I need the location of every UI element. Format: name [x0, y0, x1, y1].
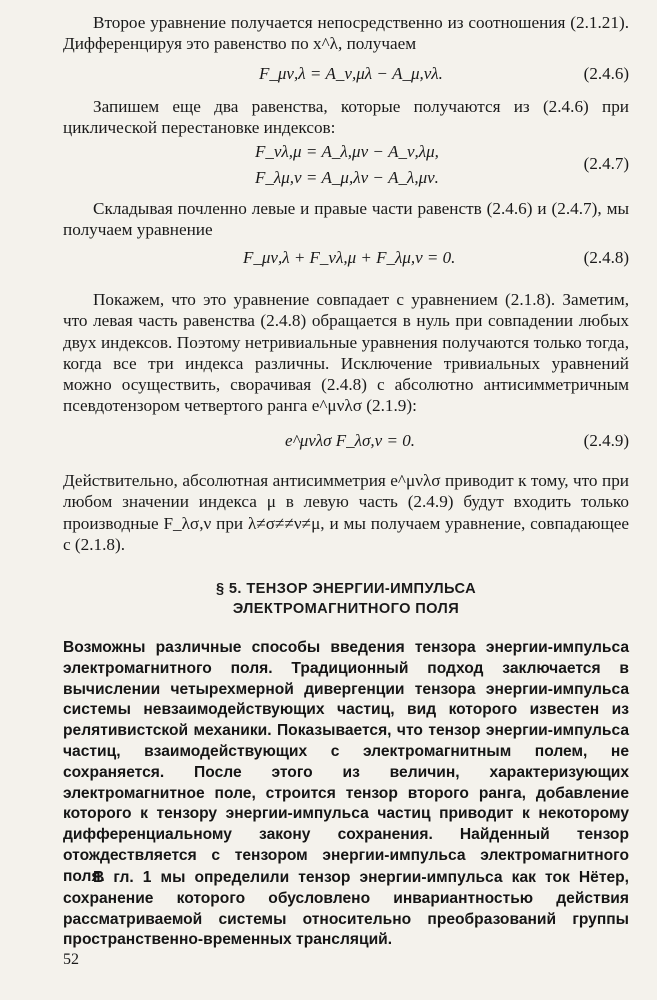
- equation-number: (2.4.8): [583, 248, 629, 267]
- section-heading-line2: ЭЛЕКТРОМАГНИТНОГО ПОЛЯ: [232, 601, 460, 617]
- paragraph-intro: Второе уравнение получается непосредственно из соотношения (2.1.21). Дифференцируя это равенство по x^λ, получаем: [63, 13, 629, 54]
- paragraph-antisymmetry: Действительно, абсолютная антисимметрия e^μνλσ приводит к тому, что при любом значении индекса μ в левую часть (2.4.9) будут входить только производные F_λσ,ν при λ≠σ≠≠ν≠μ, и мы получаем уравнение, совпадающее с (2.1.8).: [63, 471, 629, 554]
- equation-formula: F_λμ,ν = A_μ,λν − A_λ,μν.: [255, 168, 439, 187]
- equation-formula: F_μν,λ + F_νλ,μ + F_λμ,ν = 0.: [243, 248, 456, 267]
- equation-number: (2.4.9): [583, 431, 629, 450]
- equation-formula: F_νλ,μ = A_λ,μν − A_ν,λμ,: [255, 142, 439, 161]
- equation-number: (2.4.7): [583, 154, 629, 173]
- paragraph-cyclic: Запишем еще два равенства, которые получаются из (2.4.6) при циклической перестановке индексов:: [63, 97, 629, 138]
- paragraph-sum: Складывая почленно левые и правые части равенств (2.4.6) и (2.4.7), мы получаем уравнение: [63, 199, 629, 240]
- paragraph-show: Покажем, что это уравнение совпадает с уравнением (2.1.8). Заметим, что левая часть равенства (2.4.8) обращается в нуль при совпадении любых двух индексов. Поэтому нетривиальные уравнения получаются только тогда, когда все три индекса различны. Исключение тривиальных уравнений можно осуществить, сворачивая (2.4.8) с абсолютно антисимметричным псевдотензором четвертого ранга e^μνλσ (2.1.9):: [63, 290, 629, 416]
- paragraph-ways: Возможны различные способы введения тензора энергии-импульса электромагнитного поля. Традиционный подход заключается в вычислении четырехмерной дивергенции тензора энергии-импульса системы невзаимодействующих частиц, вид которого известен из релятивистской механики. Показывается, что тензор энергии-импульса частиц, взаимодействующих с электромагнитным полем, не сохраняется. После этого из величин, характеризующих электромагнитное поле, строится тензор второго ранга, добавление которого к тензору энергии-импульса частиц приводит к некоторому дифференциальному закону сохранения. Найденный тензор отождествляется с тензором энергии-импульса электромагнитного поля.: [63, 639, 629, 885]
- page-number: 52: [63, 951, 79, 968]
- equation-formula: F_μν,λ = A_ν,μλ − A_μ,νλ.: [259, 64, 443, 83]
- equation-2-4-9: [63, 430, 629, 452]
- paragraph-noether: В гл. 1 мы определили тензор энергии-импульса как ток Нётер, сохранение которого обусловлено инвариантностью действия рассматриваемой системы относительно преобразований группы пространственно-временных трансляций.: [63, 869, 629, 949]
- equation-2-4-8: [63, 247, 629, 269]
- equation-formula: e^μνλσ F_λσ,ν = 0.: [285, 431, 415, 450]
- equation-2-4-6: [63, 63, 629, 85]
- section-heading-line1: § 5. ТЕНЗОР ЭНЕРГИИ-ИМПУЛЬСА: [215, 581, 477, 597]
- equation-2-4-7-number-row: [63, 153, 629, 175]
- equation-number: (2.4.6): [583, 64, 629, 83]
